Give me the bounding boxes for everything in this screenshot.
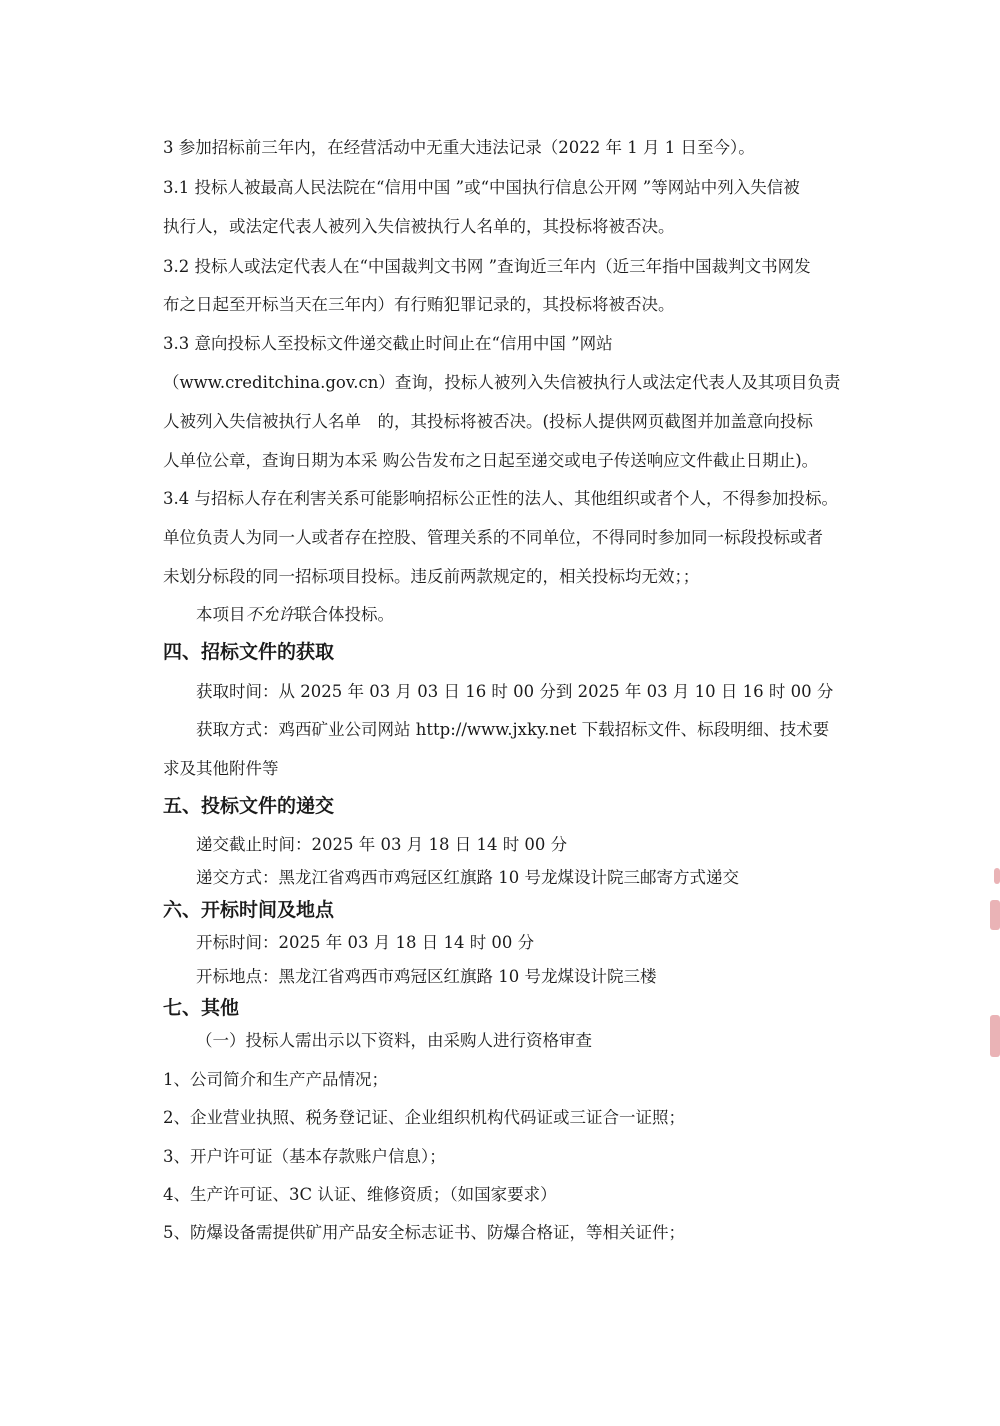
section-heading-5: 五、投标文件的递交 [163, 795, 335, 817]
text-line: 布之日起至开标当天在三年内）有行贿犯罪记录的，其投标将被否决。 [163, 295, 675, 314]
text-line: 人被列入失信被执行人名单 的，其投标将被否决。(投标人提供网页截图并加盖意向投标 [163, 412, 813, 431]
text-fragment: 本项目 [196, 605, 246, 624]
list-item: 5、防爆设备需提供矿用产品安全标志证书、防爆合格证，等相关证件； [163, 1223, 685, 1242]
opening-time: 开标时间：2025 年 03 月 18 日 14 时 00 分 [196, 933, 535, 952]
consortium-note [196, 603, 896, 627]
seal-mark-fragment [990, 900, 1000, 930]
acquire-method: 获取方式：鸡西矿业公司网站 http://www.jxky.net 下载招标文件、标段明细、技术要 [196, 720, 830, 739]
opening-place: 开标地点：黑龙江省鸡西市鸡冠区红旗路 10 号龙煤设计院三楼 [196, 967, 657, 986]
text-line: （www.creditchina.gov.cn）查询，投标人被列入失信被执行人或法定代表人及其项目负责 [163, 373, 841, 392]
text-line: 未划分标段的同一招标项目投标。违反前两款规定的，相关投标均无效；； [163, 567, 700, 586]
text-line: 3.1 投标人被最高人民法院在“信用中国 ”或“中国执行信息公开网 ”等网站中列入失信被 [163, 178, 800, 197]
text-fragment: 联合体投标。 [295, 605, 394, 624]
section-heading-4: 四、招标文件的获取 [163, 641, 335, 663]
list-item: 3、开户许可证（基本存款账户信息）； [163, 1147, 446, 1166]
list-item: 4、生产许可证、3C 认证、维修资质；（如国家要求） [163, 1185, 557, 1204]
list-item: 1、公司简介和生产产品情况； [163, 1070, 388, 1089]
text-line: 人单位公章，查询日期为本采 购公告发布之日起至递交或电子传送响应文件截止日期止)。 [163, 451, 819, 470]
seal-mark-fragment [994, 868, 1000, 884]
text-line: 3.4 与招标人存在利害关系可能影响招标公正性的法人、其他组织或者个人，不得参加投标。 [163, 489, 838, 508]
text-line: 3 参加招标前三年内，在经营活动中无重大违法记录（2022 年 1 月 1 日至今）。 [163, 138, 755, 157]
section-heading-6: 六、开标时间及地点 [163, 899, 335, 921]
acquire-time: 获取时间：从 2025 年 03 月 03 日 16 时 00 分到 2025 年 03 月 10 日 16 时 00 分 [196, 682, 834, 701]
qualification-intro: （一）投标人需出示以下资料，由采购人进行资格审查 [196, 1031, 592, 1050]
section-heading-7: 七、其他 [163, 997, 240, 1019]
seal-mark-fragment [990, 1015, 1000, 1057]
text-line: 3.3 意向投标人至投标文件递交截止时间止在“信用中国 ”网站 [163, 334, 613, 353]
submit-deadline: 递交截止时间：2025 年 03 月 18 日 14 时 00 分 [196, 835, 568, 854]
list-item: 2、企业营业执照、税务登记证、企业组织机构代码证或三证合一证照； [163, 1108, 685, 1127]
italic-text: 不允许 [245, 605, 295, 624]
text-line: 单位负责人为同一人或者存在控股、管理关系的不同单位，不得同时参加同一标段投标或者 [163, 528, 823, 547]
text-line: 3.2 投标人或法定代表人在“中国裁判文书网 ”查询近三年内（近三年指中国裁判文书网发 [163, 257, 811, 276]
submit-method: 递交方式：黑龙江省鸡西市鸡冠区红旗路 10 号龙煤设计院三邮寄方式递交 [196, 868, 739, 887]
acquire-method-cont: 求及其他附件等 [163, 759, 279, 778]
text-line: 执行人，或法定代表人被列入失信被执行人名单的，其投标将被否决。 [163, 217, 675, 236]
